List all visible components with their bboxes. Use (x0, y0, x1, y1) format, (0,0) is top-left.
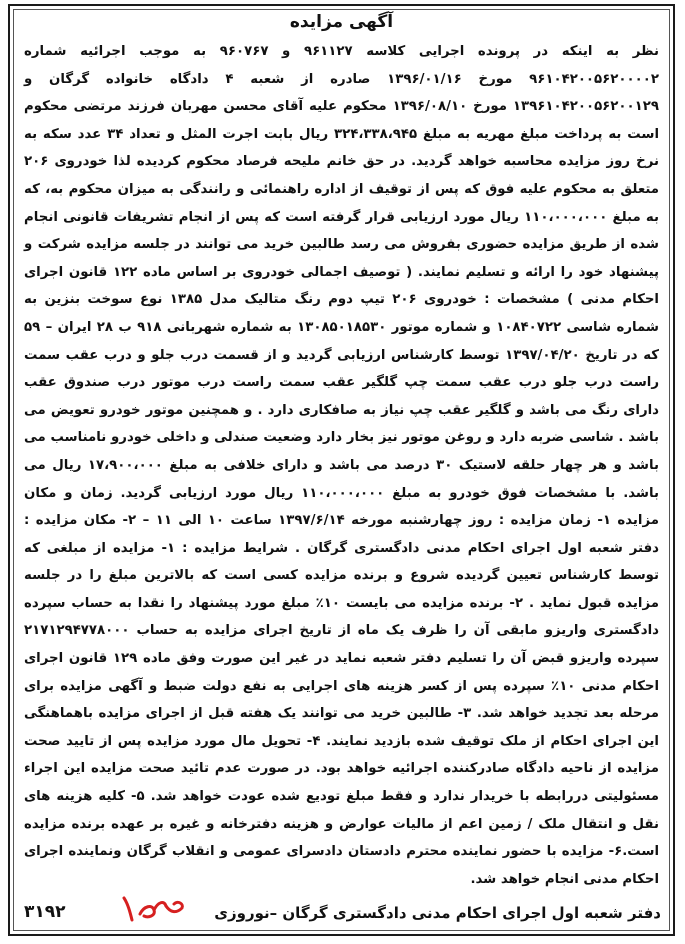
office-signature: دفتر شعبه اول اجرای احکام مدنی دادگستری گرگان –نوروزی (214, 904, 661, 922)
notice-code: ۳۱۹۲ (24, 902, 66, 922)
notice-body: نظر به اینکه در پرونده اجرایی کلاسه ۹۶۱۱۲۷ و ۹۶۰۷۶۷ به موجب اجرائیه شماره ۹۶۱۰۴۲۰۰۵۶۲۰۰۰۰۲ مورخ ۱۳۹۶/۰۱/۱۶ صادره از شعبه ۴ دادگاه خانواده گرگان و ۱۳۹۶۱۰۴۲۰۰۵۶۲۰۰۱۲۹ مورخ ۱۳۹۶/۰۸/۱۰ محکوم علیه آقای محسن مهربان فرزند مرتضی محکوم است به پرداخت مبلغ مهریه به مبلغ ۳۲۴،۳۳۸،۹۴۵ ریال بابت اجرت المثل و تعداد ۳۴ عدد سکه به نرخ روز مزایده محاسبه خواهد گردید. در حق خانم ملیحه فرصاد محکوم کردیده لذا خودروی ۲۰۶ متعلق به محکوم علیه فوق که پس از توقیف از اداره راهنمائی و رانندگی به میزان محکوم به، که به مبلغ ۱۱۰،۰۰۰،۰۰۰ ریال مورد ارزیابی قرار گرفته است که پس از انجام تشریفات قانونی انجام شده از طریق مزایده حضوری بفروش می رسد طالبین خرید می توانند در جلسه مزایده شرکت و پیشنهاد خود را ارائه و تسلیم نمایند. ( توصیف اجمالی خودروی بر اساس ماده ۱۲۲ قانون اجرای احکام مدنی ) مشخصات : خودروی ۲۰۶ تیپ دوم رنگ متالیک مدل ۱۳۸۵ نوع سوخت بنزین به شماره شاسی ۱۰۸۴۰۷۲۲ و شماره موتور ۱۳۰۸۵۰۱۸۵۳۰ به شماره شهربانی ۹۱۸ ب ۲۸ ایران – ۵۹ که در تاریخ ۱۳۹۷/۰۴/۲۰ توسط کارشناس ارزیابی گردید و از قسمت درب جلو و درب عقب سمت راست درب جلو درب عقب سمت چپ گلگیر عقب سمت راست درب موتور درب صندوق عقب دارای رنگ می باشد و گلگیر عقب چپ نیاز به صافکاری دارد . و همچنین موتور خودرو تعویض می باشد . شاسی ضربه دارد و روغن موتور نیز بخار دارد وضعیت صندلی و داخلی خودرو نامناسب می باشد و هر چهار حلقه لاستیک ۳۰ درصد می باشد و دارای خلافی به مبلغ ۱۷،۹۰۰،۰۰۰ ریال می باشد. با مشخصات فوق خودرو به مبلغ ۱۱۰،۰۰۰،۰۰۰ ریال مورد ارزیابی گردید. زمان و مکان مزایده ۱- زمان مزایده : روز چهارشنبه مورخه ۱۳۹۷/۶/۱۴ ساعت ۱۰ الی ۱۱ – ۲- مکان مزایده : دفتر شعبه اول اجرای احکام مدنی دادگستری گرگان . شرایط مزایده : ۱- مزایده از مبلغی که توسط کارشناس تعیین گردیده شروع و برنده مزایده کسی است که بالاترین مبلغ را در جلسه مزایده قبول نماید . ۲- برنده مزایده می بایست ۱۰٪ مبلغ مورد پیشنهاد را نقدا به حساب سپرده دادگستری واریزو مابقی آن را ظرف یک ماه از تاریخ اجرای مزایده به حساب ۲۱۷۱۲۹۴۷۷۸۰۰۰ سپرده واریزو قبض آن را تسلیم دفتر شعبه نماید در غیر این صورت وفق ماده ۱۲۹ قانون اجرای احکام مدنی ۱۰٪ سپرده پس از کسر هزینه های اجرایی به نفع دولت ضبط و آگهی مزایده برای مرحله بعد تجدید خواهد شد. ۳- طالبین خرید می توانند یک هفته قبل از اجرای مزایده باهماهنگی این اجرای احکام از ملک توقیف شده بازدید نمایند. ۴- تحویل مال مورد مزایده پس از تایید صحت مزایده از ناحیه دادگاه صادرکننده اجرائیه خواهد بود. در صورت عدم تائید صحت مزایده این اجراء مسئولیتی دررابطه با خریدار ندارد و فقط مبلغ تودیع شده عودت خواهد شد. ۵- کلیه هزینه های نقل و انتقال ملک / زمین اعم از مالیات عوارض و هزینه دفترخانه و غیره بر عهده برنده مزایده است.۶- مزایده با حضور نماینده محترم دادستان دادسرای عمومی و انقلاب گرگان ونماینده اجرای احکام مدنی انجام خواهد شد. (24, 44, 659, 887)
notice-frame (8, 4, 675, 936)
handwritten-number-mark (118, 892, 188, 926)
notice-footer (20, 900, 661, 928)
notice-title: آگهی مزایده (289, 12, 394, 32)
